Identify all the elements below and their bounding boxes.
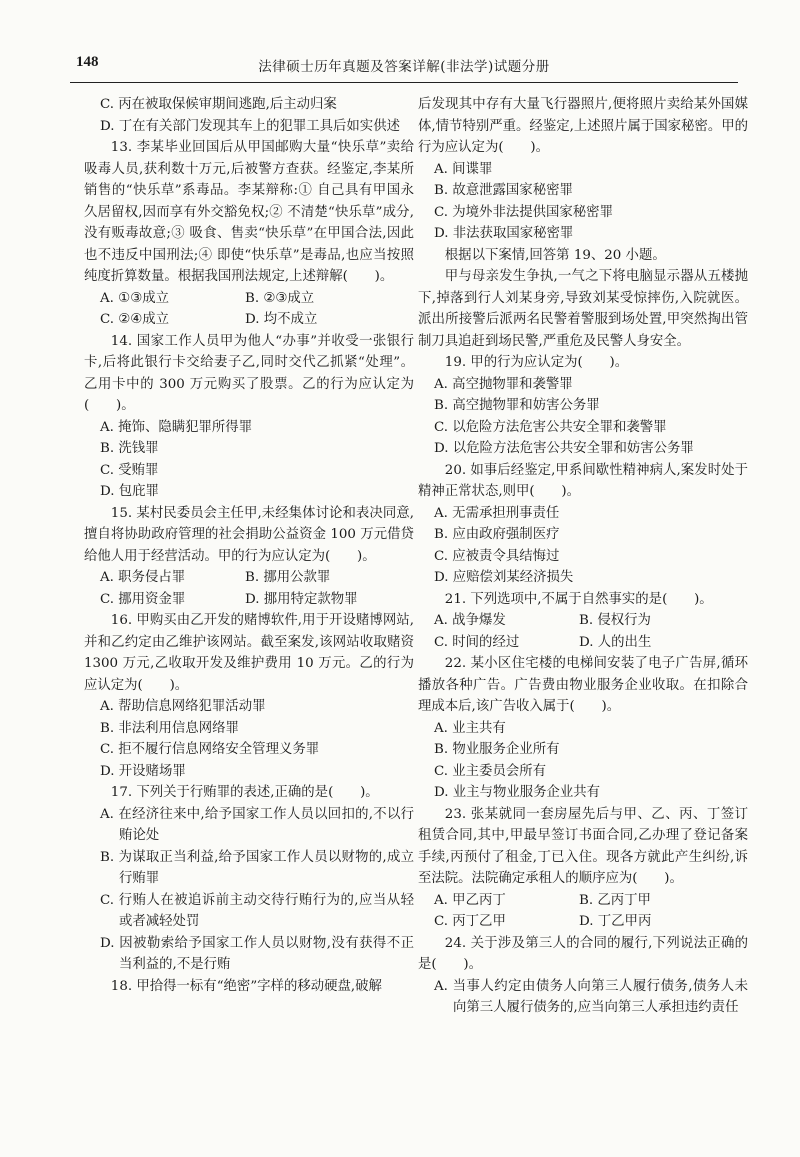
answer-option: D. 因被勒索给予国家工作人员以财物,没有获得不正当利益的,不是行贿 [100, 935, 414, 972]
question-text: 14. 国家工作人员甲为他人“办事”并收受一张银行卡,后将此银行卡交给妻子乙,同时交代乙抓紧“处理”。乙用卡中的 300 万元购买了股票。乙的行为应认定为( )。 [84, 333, 414, 413]
right-column [418, 94, 748, 1019]
answer-option: B. ②③成立 [245, 290, 315, 306]
answer-option: D. 丁在有关部门发现其车上的犯罪工具后如实供述 [100, 118, 400, 134]
answer-option: C. 为境外非法提供国家秘密罪 [434, 204, 613, 220]
question-continuation: 后发现其中存有大量飞行器照片,便将照片卖给某外国媒体,情节特别严重。经鉴定,上述照片属于国家秘密。甲的行为应认定为( )。 [418, 97, 748, 155]
answer-option: D. 均不成立 [245, 312, 318, 327]
answer-option: D. 以危险方法危害公共安全罪和妨害公务罪 [434, 441, 694, 456]
answer-option: D. 挪用特定款物罪 [245, 591, 358, 607]
answer-option: B. 挪用公款罪 [245, 570, 331, 585]
answer-option: A. 当事人约定由债务人向第三人履行债务,债务人未向第三人履行债务的,应当向第三人承担违约责任 [434, 978, 748, 1015]
answer-option: A. 在经济往来中,给予国家工作人员以回扣的,不以行贿论处 [100, 806, 414, 843]
answer-option: A. 掩饰、隐瞒犯罪所得罪 [100, 419, 253, 435]
answer-option: C. 行贿人在被追诉前主动交待行贿行为的,应当从轻或者减轻处罚 [100, 892, 414, 929]
question-text: 18. 甲拾得一标有“绝密”字样的移动硬盘,破解 [110, 978, 382, 994]
answer-option: B. 物业服务企业所有 [434, 742, 560, 757]
answer-option: B. 为谋取正当利益,给予国家工作人员以财物的,成立行贿罪 [100, 849, 414, 886]
answer-option: A. 无需承担刑事责任 [434, 505, 560, 521]
answer-option: A. 战争爆发 [434, 613, 506, 628]
answer-option: C. 应被责令具结悔过 [434, 548, 560, 564]
answer-option: C. ②④成立 [100, 312, 170, 327]
question-text: 15. 某村民委员会主任甲,未经集体讨论和表决同意,擅自将协助政府管理的社会捐助公益资金 100 万元借贷给他人用于经营活动。甲的行为应认定为( )。 [84, 505, 414, 564]
answer-option: C. 受贿罪 [100, 462, 159, 478]
option-row [418, 890, 748, 912]
answer-option: B. 侵权行为 [579, 613, 651, 628]
answer-option: D. 应赔偿刘某经济损失 [434, 570, 574, 585]
answer-option: C. 丙在被取保候审期间逃跑,后主动归案 [100, 97, 337, 112]
option-row [418, 911, 748, 933]
option-row [84, 567, 414, 589]
answer-option: A. ①③成立 [100, 290, 169, 306]
question-text: 16. 甲购买由乙开发的赌博软件,用于开设赌博网站,并和乙约定由乙维护该网站。截至案发,该网站收取赌资 1300 万元,乙收取开发及维护费用 10 万元。乙的行为应认定为( )。 [84, 613, 414, 693]
option-row [418, 610, 748, 632]
question-text: 21. 下列选项中,不属于自然事实的是( )。 [444, 591, 713, 607]
answer-option: A. 职务侵占罪 [100, 570, 186, 585]
answer-option: D. 业主与物业服务企业共有 [434, 785, 601, 800]
question-text: 13. 李某毕业回国后从甲国邮购大量“快乐草”卖给吸毒人员,获利数十万元,后被警方查获。经鉴定,李某所销售的“快乐草”系毒品。李某辩称:① 自己具有甲国永久居留权,因而享有外交豁免权;② 不清楚“快乐草”成分,没有贩毒故意;③ 吸食、售卖“快乐草”在甲国合法,因此也不违反中国刑法;④ 即使“快乐草”是毒品,也应当按照纯度折算数量。根据我国刑法规定,上述辩解( )。 [84, 140, 414, 284]
page-number: 148 [76, 54, 99, 70]
answer-option: D. 人的出生 [579, 634, 652, 650]
question-text: 17. 下列关于行贿罪的表述,正确的是( )。 [110, 785, 379, 800]
answer-option: A. 甲乙丙丁 [434, 892, 506, 908]
question-text: 19. 甲的行为应认定为( )。 [444, 355, 629, 370]
answer-option: D. 开设赌场罪 [100, 763, 186, 779]
left-column [84, 94, 414, 997]
question-text: 22. 某小区住宅楼的电梯间安装了电子广告屏,循环播放各种广告。广告费由物业服务企业收取。在扣除合理成本后,该广告收入属于( )。 [418, 656, 748, 714]
answer-option: C. 时间的经过 [434, 634, 520, 650]
answer-option: A. 帮助信息网络犯罪活动罪 [100, 699, 266, 714]
question-text: 根据以下案情,回答第 19、20 小题。 [444, 247, 666, 263]
option-row [84, 589, 414, 611]
option-row [84, 288, 414, 310]
question-text: 20. 如事后经鉴定,甲系间歇性精神病人,案发时处于精神正常状态,则甲( )。 [418, 462, 748, 499]
question-text: 24. 关于涉及第三人的合同的履行,下列说法正确的是( )。 [418, 935, 748, 972]
answer-option: D. 丁乙甲丙 [579, 914, 652, 929]
answer-option: D. 包庇罪 [100, 484, 159, 499]
answer-option: C. 拒不履行信息网络安全管理义务罪 [100, 742, 320, 757]
answer-option: B. 洗钱罪 [100, 441, 159, 456]
question-text: 甲与母亲发生争执,一气之下将电脑显示器从五楼抛下,掉落到行人刘某身旁,导致刘某受惊摔伤,入院就医。派出所接警后派两名民警着警服到场处置,甲突然掏出管制刀具追赶到场民警,严重危及民警人身安全。 [418, 269, 748, 349]
answer-option: D. 非法获取国家秘密罪 [434, 226, 574, 241]
answer-option: C. 以危险方法危害公共安全罪和袭警罪 [434, 419, 667, 435]
answer-option: A. 间谍罪 [434, 161, 493, 177]
answer-option: A. 高空抛物罪和袭警罪 [434, 376, 573, 392]
answer-option: B. 高空抛物罪和妨害公务罪 [434, 398, 600, 413]
answer-option: C. 挪用资金罪 [100, 591, 186, 607]
question-text: 23. 张某就同一套房屋先后与甲、乙、丙、丁签订租赁合同,其中,甲最早签订书面合同,乙办理了登记备案手续,丙预付了租金,丁已入住。现各方就此产生纠纷,诉至法院。法院确定承租人的顺序应为( )。 [418, 806, 748, 886]
answer-option: B. 乙丙丁甲 [579, 892, 651, 908]
answer-option: C. 业主委员会所有 [434, 763, 547, 779]
answer-option: B. 应由政府强制医疗 [434, 527, 560, 542]
answer-option: B. 故意泄露国家秘密罪 [434, 183, 573, 198]
option-row [84, 309, 414, 331]
answer-option: B. 非法利用信息网络罪 [100, 720, 239, 736]
page-header [70, 52, 738, 83]
running-title: 法律硕士历年真题及答案详解(非法学)试题分册 [258, 59, 550, 75]
answer-option: A. 业主共有 [434, 720, 506, 736]
answer-option: C. 丙丁乙甲 [434, 914, 506, 929]
option-row [418, 632, 748, 654]
